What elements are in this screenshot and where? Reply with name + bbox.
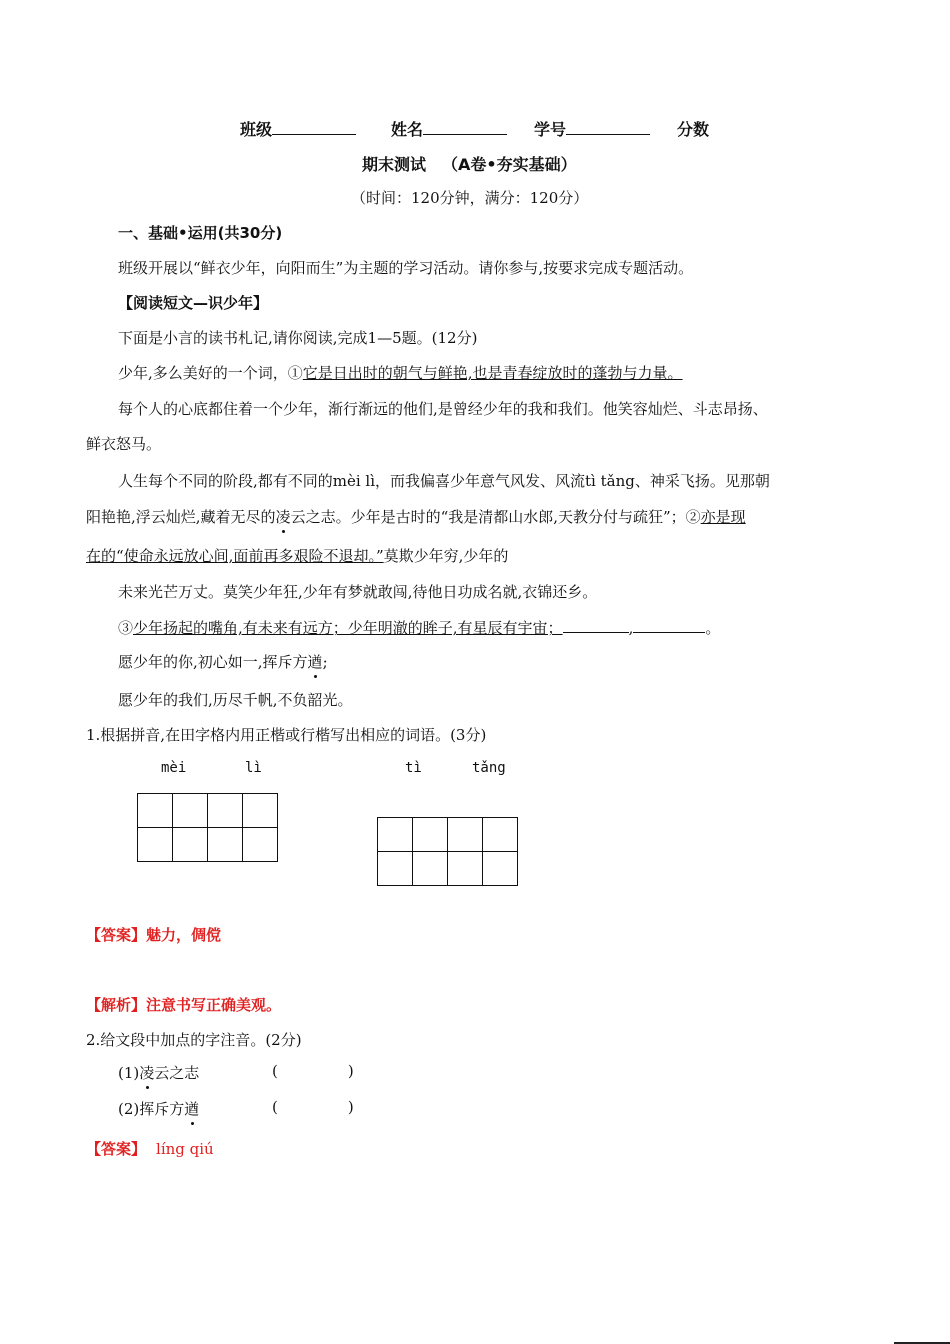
id-label: 学号 [534,120,567,139]
score-label: 分数 [677,120,710,139]
p3-text-b: 云之志。少年是古时的“我是清都山水郎,天教分付与疏狂”；② [290,508,701,526]
p5-end: 。 [705,619,721,637]
passage-p2-line1: 每个人的心底都住着一个少年，渐行渐远的他们,是曾经少年的我和我们。他笑容灿烂、斗志昂扬、 [118,400,768,418]
grid-cell[interactable] [173,828,208,862]
grid-cell[interactable] [413,818,448,852]
p1-text: 少年,多么美好的一个词，① [118,364,303,382]
q2-item-2 [118,1098,199,1119]
grid-cell[interactable] [138,828,173,862]
writing-grid-2[interactable] [377,817,518,886]
q2-paren-2[interactable] [272,1098,354,1116]
title-text: 期末测试 [362,155,427,174]
grid-cell[interactable] [483,852,518,886]
p3-text-c: 莫欺少年穷,少年的 [383,547,509,565]
grid-cell[interactable] [243,794,278,828]
grid-cell[interactable] [413,852,448,886]
task-text: 下面是小言的读书札记,请你阅读,完成1—5题。(12分) [118,329,478,347]
passage-p7: 愿少年的我们,历尽千帆,不负韶光。 [118,691,353,709]
id-blank[interactable] [566,120,650,135]
q1-analysis [86,994,281,1015]
passage-p4: 未来光芒万丈。莫笑少年狂,少年有梦就敢闯,待他日功成名就,衣锦还乡。 [118,583,598,601]
paren-open: ( [272,1062,278,1080]
grid-cell[interactable] [138,794,173,828]
answer-text: 魅力，倜傥 [146,926,222,944]
p1-underlined: 它是日出时的朝气与鲜艳,也是青春绽放时的蓬勃与力量。 [302,364,683,382]
q2-paren-1[interactable] [272,1062,354,1080]
grid-cell[interactable] [208,828,243,862]
passage-p3-line1: 人生每个不同的阶段,都有不同的mèi lì，而我偏喜少年意气风发、风流tì tǎng、神采飞扬。见那朝 [118,472,770,490]
p5-underlined: 少年扬起的嘴角,有未来有远方；少年明澈的眸子,有星辰有宇宙； [133,619,563,637]
q2-answer [86,1138,214,1159]
p3-underlined-b: 在的“使命永远放心间,面前再多艰险不退却。” [86,547,384,565]
q1-answer [86,924,221,945]
name-field [391,117,507,140]
p5-separator: , [628,619,634,637]
question-2: 2.给文段中加点的字注音。(2分) [86,1031,302,1049]
passage-p1 [118,362,683,383]
p5-blank-1[interactable] [563,618,629,633]
answer-label: 【答案】 [86,926,147,944]
passage-p3-line3 [86,545,508,566]
class-field [240,117,356,140]
time-info: （时间：120分钟，满分：120分） [351,189,589,207]
passage-p5 [118,617,720,638]
writing-grid-1[interactable] [137,793,278,862]
analysis-text: 注意书写正确美观。 [146,996,282,1014]
subtitle-text: （A卷•夯实基础） [442,155,577,174]
dotted-char-ling: 凌 [275,508,291,526]
grid-cell[interactable] [448,818,483,852]
q2-item-1 [118,1062,199,1083]
item2-text: (2)挥斥方 [118,1100,185,1118]
item1-text: 云之志 [154,1064,200,1082]
class-label: 班级 [240,120,273,139]
pinyin-li: lì [245,760,262,776]
name-blank[interactable] [423,120,507,135]
item1-number: (1) [118,1064,140,1082]
paren-open: ( [272,1098,278,1116]
grid-cell[interactable] [378,818,413,852]
sub-heading: 【阅读短文—识少年】 [118,294,269,312]
p6-end: ; [322,653,328,671]
dotted-char-qiu-q: 遒 [184,1100,200,1118]
grid-cell[interactable] [243,828,278,862]
analysis-label: 【解析】 [86,996,147,1014]
p5-blank-2[interactable] [633,618,705,633]
passage-p6 [118,651,328,672]
name-label: 姓名 [391,120,424,139]
answer-text: líng qiú [156,1140,214,1158]
page-title [362,152,577,175]
grid-cell[interactable] [378,852,413,886]
grid-cell[interactable] [208,794,243,828]
pinyin-mei: mèi [161,760,187,776]
p3-text-a: 阳艳艳,浮云灿烂,藏着无尽的 [86,508,276,526]
grid-cell[interactable] [173,794,208,828]
p3-underlined-a: 亦是现 [700,508,746,526]
section-intro: 班级开展以“鲜衣少年，向阳而生”为主题的学习活动。请你参与,按要求完成专题活动。 [118,259,694,277]
paren-close: ) [347,1098,354,1116]
dotted-char-qiu: 遒 [307,653,323,671]
grid-cell[interactable] [483,818,518,852]
passage-p3-line2 [86,506,746,527]
p6-text: 愿少年的你,初心如一,挥斥方 [118,653,308,671]
pinyin-ti: tì [405,760,422,776]
passage-p2-line2: 鲜衣怒马。 [86,435,162,453]
p5-marker: ③ [118,619,134,637]
id-field [534,117,650,140]
class-blank[interactable] [272,120,356,135]
section-heading: 一、基础•运用(共30分) [118,224,283,242]
answer-label: 【答案】 [86,1140,147,1158]
pinyin-tang: tǎng [472,760,506,776]
grid-cell[interactable] [448,852,483,886]
question-1: 1.根据拼音,在田字格内用正楷或行楷写出相应的词语。(3分) [86,726,487,744]
paren-close: ) [347,1062,354,1080]
dotted-char-ling-q: 凌 [139,1064,155,1082]
